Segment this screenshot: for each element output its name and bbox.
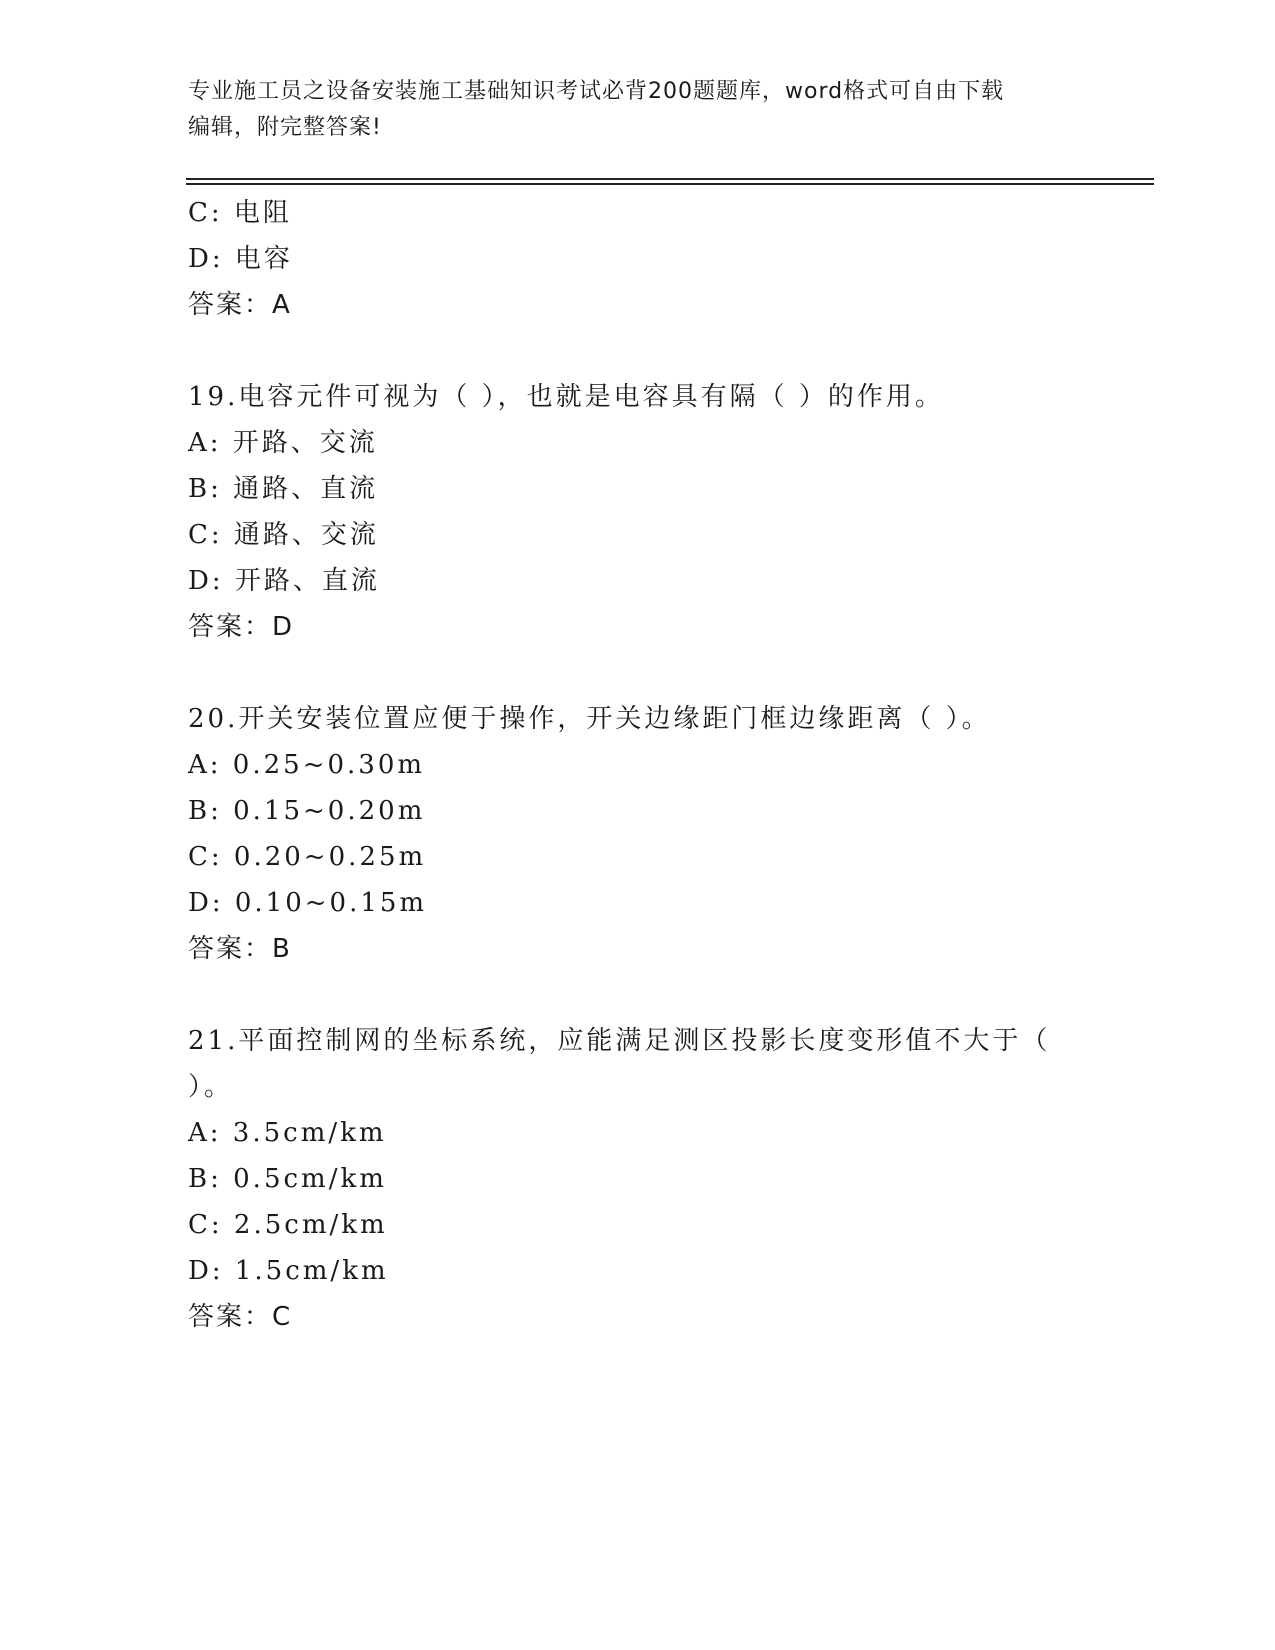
header-rule-top xyxy=(186,178,1154,180)
spacer xyxy=(188,972,1088,1018)
question-20 xyxy=(188,696,1088,972)
option-a: A: 开路、交流 xyxy=(188,428,378,458)
option-d: D: 开路、直流 xyxy=(188,566,380,596)
question-text: 20.开关安装位置应便于操作，开关边缘距门框边缘距离（ ）。 xyxy=(188,704,991,734)
option-a: A: 0.25~0.30m xyxy=(188,750,426,780)
answer: 答案：A xyxy=(188,290,292,320)
header-rule-bottom xyxy=(186,183,1154,185)
question-text-line-2: ）。 xyxy=(188,1072,234,1102)
document-header xyxy=(188,74,1088,146)
header-title-line-2: 编辑，附完整答案! xyxy=(188,115,382,140)
question-18-tail xyxy=(188,190,1088,328)
option-c: C: 电阻 xyxy=(188,198,292,228)
question-list xyxy=(188,190,1088,1340)
header-title-line-1: 专业施工员之设备安装施工基础知识考试必背200题题库，word格式可自由下载 xyxy=(188,79,1005,104)
spacer xyxy=(188,328,1088,374)
question-19 xyxy=(188,374,1088,650)
option-c: C: 通路、交流 xyxy=(188,520,379,550)
question-text: 19.电容元件可视为（ ），也就是电容具有隔（ ）的作用。 xyxy=(188,382,944,412)
answer: 答案：B xyxy=(188,934,292,964)
answer: 答案：C xyxy=(188,1302,293,1332)
option-b: B: 0.15~0.20m xyxy=(188,796,426,826)
option-a: A: 3.5cm/km xyxy=(188,1118,387,1148)
spacer xyxy=(188,650,1088,696)
question-text-line-1: 21.平面控制网的坐标系统，应能满足测区投影长度变形值不大于（ xyxy=(188,1026,1051,1056)
option-b: B: 0.5cm/km xyxy=(188,1164,387,1194)
option-c: C: 0.20~0.25m xyxy=(188,842,427,872)
option-d: D: 0.10~0.15m xyxy=(188,888,428,918)
answer: 答案：D xyxy=(188,612,295,642)
option-d: D: 电容 xyxy=(188,244,293,274)
option-d: D: 1.5cm/km xyxy=(188,1256,389,1286)
option-b: B: 通路、直流 xyxy=(188,474,379,504)
question-21 xyxy=(188,1018,1088,1340)
option-c: C: 2.5cm/km xyxy=(188,1210,388,1240)
